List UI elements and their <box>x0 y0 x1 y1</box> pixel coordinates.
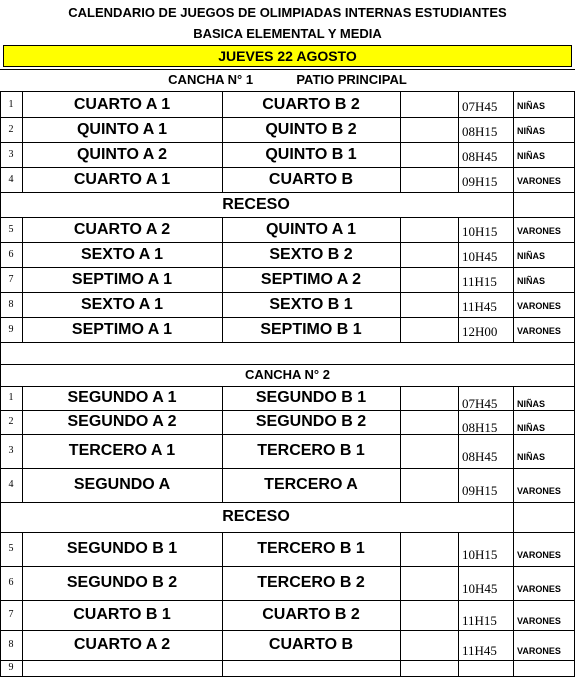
match-category: NIÑAS <box>517 399 546 409</box>
grid-line <box>458 630 459 660</box>
grid-line <box>222 386 223 410</box>
grid-line <box>513 600 514 630</box>
match-time: 12H00 <box>462 324 498 339</box>
grid-line <box>0 676 575 677</box>
match-time: 09H15 <box>462 483 498 498</box>
grid-line <box>513 532 514 566</box>
row-number: 4 <box>8 174 14 185</box>
grid-line <box>400 317 401 342</box>
grid-line <box>22 317 23 342</box>
row-number: 6 <box>8 249 14 260</box>
team-b: CUARTO B 2 <box>262 96 360 113</box>
row-number: 4 <box>8 479 14 490</box>
team-a <box>22 660 222 676</box>
grid-line <box>22 292 23 317</box>
team-a: SEGUNDO A 1 <box>67 389 177 406</box>
grid-line <box>513 292 514 317</box>
row-number: 3 <box>8 445 14 456</box>
team-a: SEPTIMO A 1 <box>71 321 173 338</box>
team-b: SEXTO B 2 <box>269 246 353 263</box>
match-category: VARONES <box>517 584 561 594</box>
match-time: 11H15 <box>462 274 497 289</box>
match-time: 08H45 <box>462 449 498 464</box>
grid-line <box>222 468 223 502</box>
row-number: 1 <box>8 392 14 403</box>
grid-line <box>400 242 401 267</box>
row-number: 6 <box>8 577 14 588</box>
page-subtitle: BASICA ELEMENTAL Y MEDIA <box>193 26 382 41</box>
team-b: SEGUNDO B 2 <box>255 413 367 430</box>
grid-line <box>513 468 514 502</box>
row-number: 7 <box>8 609 14 620</box>
match-time: 11H15 <box>462 613 497 628</box>
grid-line <box>22 267 23 292</box>
match-category: VARONES <box>517 301 561 311</box>
row-number: 5 <box>8 224 14 235</box>
grid-line <box>22 566 23 600</box>
grid-line <box>222 660 223 676</box>
row-number: 2 <box>8 124 14 135</box>
grid-line <box>222 117 223 142</box>
grid-line <box>513 242 514 267</box>
grid-line <box>22 660 23 676</box>
grid-line <box>458 386 459 410</box>
grid-line <box>458 92 459 117</box>
grid-line <box>513 410 514 434</box>
team-a: SEGUNDO B 2 <box>66 574 178 591</box>
grid-line <box>22 468 23 502</box>
grid-line <box>400 167 401 192</box>
grid-line <box>222 532 223 566</box>
grid-line <box>458 532 459 566</box>
grid-line <box>513 142 514 167</box>
grid-line <box>458 434 459 468</box>
match-category: VARONES <box>517 550 561 560</box>
match-time: 08H15 <box>462 124 498 139</box>
grid-line <box>513 92 514 117</box>
grid-line <box>22 386 23 410</box>
grid-line <box>513 630 514 660</box>
grid-line <box>458 292 459 317</box>
grid-line <box>0 69 575 70</box>
row-number: 2 <box>8 416 14 427</box>
grid-line <box>400 117 401 142</box>
team-a: TERCERO A 1 <box>68 442 176 459</box>
grid-line <box>400 217 401 242</box>
match-time: 10H15 <box>462 547 498 562</box>
team-b: CUARTO B <box>268 171 354 188</box>
match-category: NIÑAS <box>517 251 546 261</box>
grid-line <box>400 468 401 502</box>
team-b: TERCERO B 1 <box>257 442 365 459</box>
team-a: SEXTO A 1 <box>80 246 164 263</box>
team-b: QUINTO B 1 <box>265 146 357 163</box>
team-a: CUARTO B 1 <box>73 606 171 623</box>
grid-line <box>458 117 459 142</box>
grid-line <box>222 292 223 317</box>
team-a: SEPTIMO A 1 <box>71 271 173 288</box>
grid-line <box>513 192 514 217</box>
grid-line <box>513 267 514 292</box>
match-time: 07H45 <box>462 99 498 114</box>
grid-line <box>400 600 401 630</box>
match-category: NIÑAS <box>517 423 546 433</box>
team-b: CUARTO B 2 <box>262 606 360 623</box>
grid-line <box>458 217 459 242</box>
row-number: 8 <box>8 639 14 650</box>
grid-line <box>513 566 514 600</box>
team-a: CUARTO A 1 <box>73 171 171 188</box>
grid-line <box>400 660 401 676</box>
match-time: 10H45 <box>462 581 498 596</box>
match-category: NIÑAS <box>517 452 546 462</box>
match-category: NIÑAS <box>517 101 546 111</box>
grid-line <box>0 91 1 676</box>
row-number: 9 <box>8 662 14 673</box>
grid-line <box>400 532 401 566</box>
page-title: CALENDARIO DE JUEGOS DE OLIMPIADAS INTERNAS ESTUDIANTES <box>68 5 507 20</box>
team-b: TERCERO B 2 <box>257 574 365 591</box>
team-b: SEPTIMO A 2 <box>260 271 362 288</box>
row-number: 7 <box>8 274 14 285</box>
grid-line <box>513 167 514 192</box>
grid-line <box>22 167 23 192</box>
team-b: SEXTO B 1 <box>269 296 353 313</box>
grid-line <box>222 410 223 434</box>
grid-line <box>0 342 575 343</box>
grid-line <box>513 660 514 676</box>
grid-line <box>458 142 459 167</box>
team-a: SEGUNDO B 1 <box>66 540 178 557</box>
grid-line <box>400 566 401 600</box>
match-category: NIÑAS <box>517 276 546 286</box>
grid-line <box>222 267 223 292</box>
grid-line <box>222 434 223 468</box>
team-a: CUARTO A 2 <box>73 221 171 238</box>
match-category: NIÑAS <box>517 126 546 136</box>
cancha2-label: CANCHA N° 2 <box>245 367 330 382</box>
grid-line <box>222 600 223 630</box>
team-a: CUARTO A 2 <box>73 636 171 653</box>
team-b: QUINTO B 2 <box>265 121 357 138</box>
cancha1-header <box>0 72 575 87</box>
grid-line <box>22 142 23 167</box>
row-number: 1 <box>8 99 14 110</box>
match-category <box>515 666 575 682</box>
recess-label: RECESO <box>222 196 290 213</box>
grid-line <box>222 630 223 660</box>
grid-line <box>458 410 459 434</box>
grid-line <box>22 217 23 242</box>
grid-line <box>22 92 23 117</box>
team-a: SEGUNDO A 2 <box>67 413 177 430</box>
grid-line <box>22 434 23 468</box>
row-number: 8 <box>8 299 14 310</box>
row-number: 9 <box>8 324 14 335</box>
grid-line <box>400 386 401 410</box>
match-time: 11H45 <box>462 643 497 658</box>
match-category: VARONES <box>517 646 561 656</box>
grid-line <box>22 600 23 630</box>
team-a: QUINTO A 2 <box>76 146 168 163</box>
cancha1-label: CANCHA N° 1 <box>168 72 254 87</box>
grid-line <box>513 434 514 468</box>
grid-line <box>400 267 401 292</box>
grid-line <box>458 267 459 292</box>
grid-line <box>400 410 401 434</box>
grid-line <box>513 502 514 532</box>
grid-line <box>400 142 401 167</box>
team-b: SEPTIMO B 1 <box>260 321 362 338</box>
team-b: SEGUNDO B 1 <box>255 389 367 406</box>
team-b: TERCERO A <box>264 476 358 493</box>
grid-line <box>513 386 514 410</box>
grid-line <box>222 317 223 342</box>
grid-line <box>458 317 459 342</box>
grid-line <box>400 292 401 317</box>
team-b: TERCERO B 1 <box>257 540 365 557</box>
grid-line <box>22 410 23 434</box>
grid-line <box>222 566 223 600</box>
match-time: 11H45 <box>462 299 497 314</box>
team-b: QUINTO A 1 <box>265 221 357 238</box>
team-a: QUINTO A 1 <box>76 121 168 138</box>
grid-line <box>458 600 459 630</box>
team-b <box>222 660 400 676</box>
grid-line <box>222 92 223 117</box>
match-time: 07H45 <box>462 396 498 411</box>
grid-line <box>513 217 514 242</box>
date-banner: JUEVES 22 AGOSTO <box>3 45 572 67</box>
cancha1-place: PATIO PRINCIPAL <box>296 72 407 87</box>
match-time: 08H45 <box>462 149 498 164</box>
grid-line <box>458 242 459 267</box>
match-time: 10H15 <box>462 224 498 239</box>
match-time <box>458 666 517 682</box>
grid-line <box>513 117 514 142</box>
grid-line <box>513 317 514 342</box>
recess-label: RECESO <box>222 508 290 525</box>
grid-line <box>22 242 23 267</box>
grid-line <box>22 117 23 142</box>
match-category: VARONES <box>517 226 561 236</box>
match-category: VARONES <box>517 486 561 496</box>
grid-line <box>22 630 23 660</box>
grid-line <box>222 142 223 167</box>
grid-line <box>400 630 401 660</box>
grid-line <box>222 167 223 192</box>
team-a: SEGUNDO A <box>73 476 171 493</box>
grid-line <box>458 468 459 502</box>
grid-line <box>22 532 23 566</box>
team-a: SEXTO A 1 <box>80 296 164 313</box>
grid-line <box>222 242 223 267</box>
match-category: VARONES <box>517 616 561 626</box>
grid-line <box>458 167 459 192</box>
match-category: NIÑAS <box>517 151 546 161</box>
match-time: 08H15 <box>462 420 498 435</box>
grid-line <box>400 434 401 468</box>
match-category: VARONES <box>517 326 561 336</box>
grid-line <box>458 566 459 600</box>
match-time: 10H45 <box>462 249 498 264</box>
grid-line <box>222 217 223 242</box>
grid-line <box>458 660 459 676</box>
team-a: CUARTO A 1 <box>73 96 171 113</box>
match-time: 09H15 <box>462 174 498 189</box>
team-b: CUARTO B <box>268 636 354 653</box>
row-number: 3 <box>8 149 14 160</box>
row-number: 5 <box>8 543 14 554</box>
match-category: VARONES <box>517 176 561 186</box>
grid-line <box>400 92 401 117</box>
